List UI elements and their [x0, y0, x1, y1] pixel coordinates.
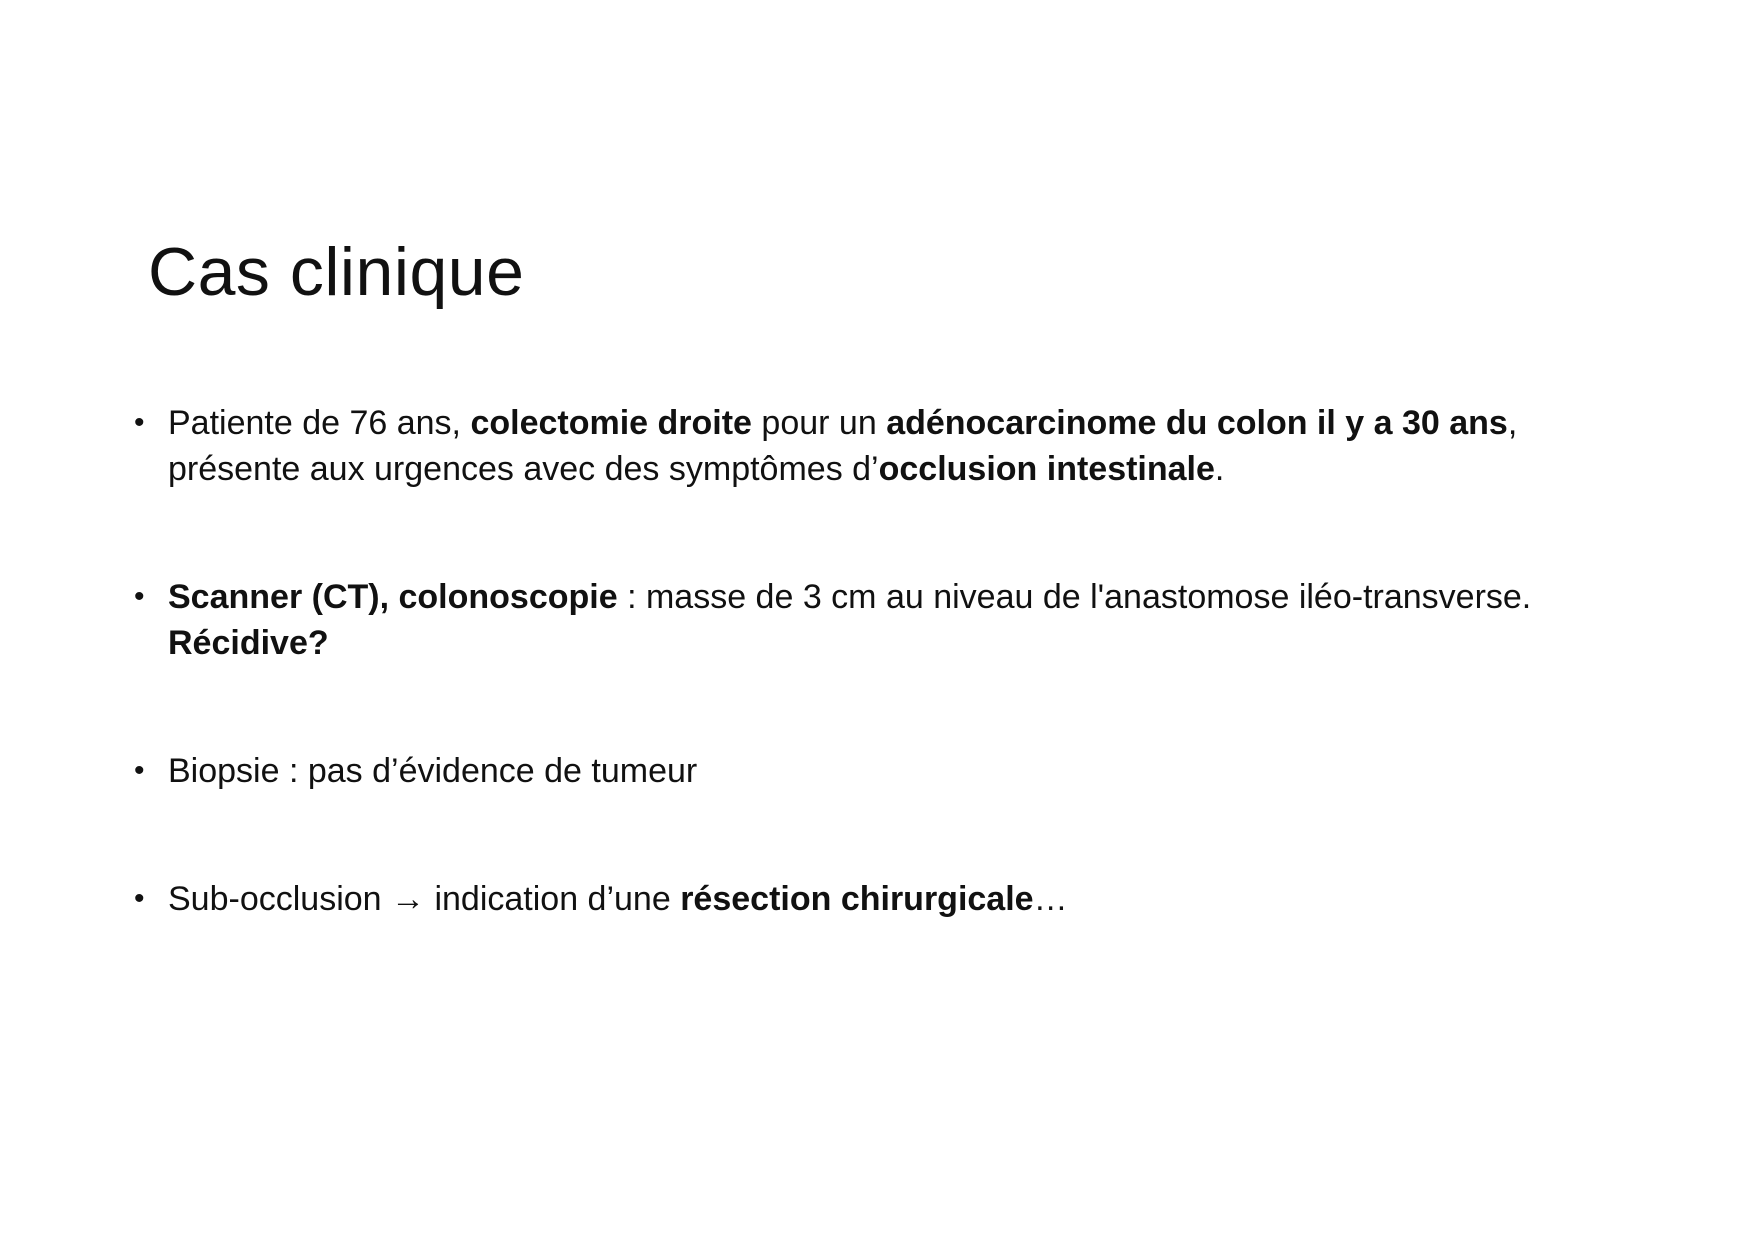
- bullet-text-bold: occlusion intestinale: [878, 450, 1215, 488]
- bullet-line: [168, 876, 1734, 922]
- bullet-icon: •: [134, 580, 145, 613]
- bullet-text: indication d’une: [425, 880, 681, 918]
- bullet-patient-history: [134, 400, 1734, 492]
- bullet-text: Biopsie : pas d’évidence de tumeur: [168, 752, 698, 790]
- bullet-line: [168, 446, 1734, 492]
- bullet-line: [168, 574, 1734, 620]
- bullet-icon: •: [134, 882, 145, 915]
- bullet-line: [168, 400, 1734, 446]
- bullet-line: [168, 620, 1734, 666]
- bullet-imaging: [134, 574, 1734, 666]
- bullet-text: : masse de 3 cm au niveau de l'anastomose iléo-transverse.: [617, 578, 1532, 616]
- bullet-text: Patiente de 76 ans,: [168, 404, 471, 442]
- bullet-text: présente aux urgences avec des symptômes d’: [168, 450, 879, 488]
- bullet-text-bold: résection chirurgicale: [680, 880, 1034, 918]
- bullet-text-bold: adénocarcinome du colon il y a 30 ans: [886, 404, 1508, 442]
- bullet-text-bold: Scanner (CT), colonoscopie: [168, 578, 618, 616]
- bullet-text-bold: colectomie droite: [470, 404, 752, 442]
- bullet-indication: [134, 876, 1734, 922]
- bullet-text: .: [1214, 450, 1225, 488]
- bullet-biopsy: [134, 748, 1734, 794]
- bullet-icon: •: [134, 406, 145, 439]
- slide-title: Cas clinique: [148, 234, 525, 310]
- bullet-text: Sub-occlusion: [168, 880, 392, 918]
- bullet-text-bold: Récidive?: [168, 624, 329, 662]
- bullet-text: …: [1033, 880, 1068, 918]
- bullet-text: ,: [1507, 404, 1518, 442]
- bullet-icon: •: [134, 754, 145, 787]
- bullet-list: [134, 400, 1734, 922]
- bullet-text: pour un: [751, 404, 887, 442]
- arrow-right-icon: →: [391, 880, 426, 918]
- bullet-line: [168, 748, 1734, 794]
